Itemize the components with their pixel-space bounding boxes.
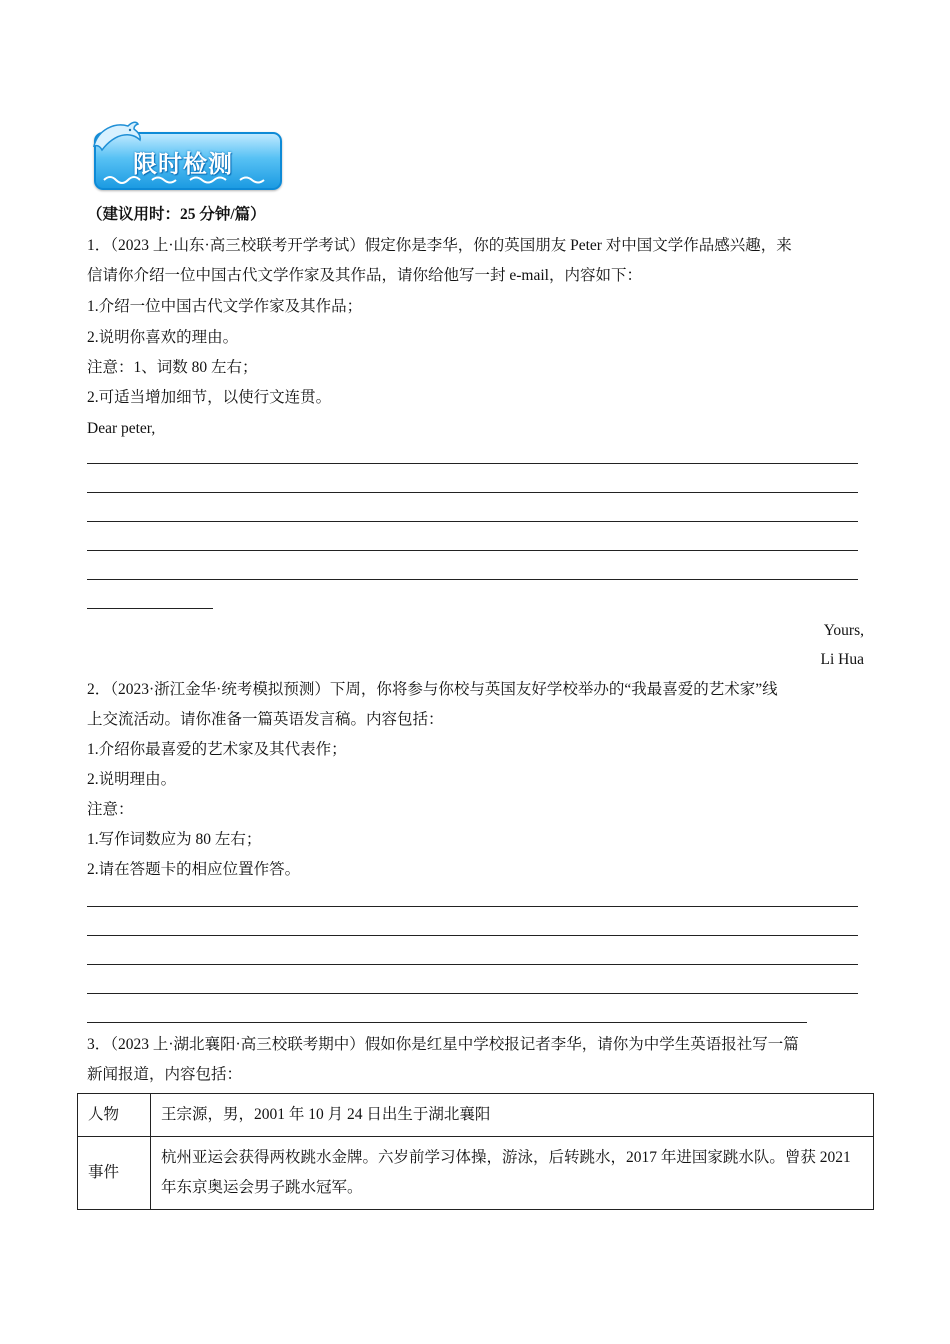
q1-answer-line[interactable]	[87, 608, 213, 609]
table-row	[78, 1137, 874, 1210]
q1-answer-line[interactable]	[87, 463, 858, 464]
q2-answer-line[interactable]	[87, 906, 858, 907]
q2-prompt-line2: 上交流活动。请你准备一篇英语发言稿。内容包括：	[87, 711, 444, 728]
q3-info-table	[77, 1093, 874, 1210]
q1-prompt-line2: 信请你介绍一位中国古代文学作家及其作品，请你给他写一封 e-mail，内容如下：	[87, 267, 642, 284]
waves-decoration	[102, 172, 272, 184]
q2-answer-line[interactable]	[87, 993, 858, 994]
q1-answer-line[interactable]	[87, 550, 858, 551]
q2-note-1: 1.写作词数应为 80 左右；	[87, 831, 262, 848]
q1-signature: Li Hua	[820, 651, 864, 668]
q1-answer-line[interactable]	[87, 492, 858, 493]
q1-prompt-line1: 1．（2023 上·山东·高三校联考开学考试）假定你是李华，你的英国朋友 Peter 对中国文学作品感兴趣，来	[87, 237, 792, 254]
q2-answer-line[interactable]	[87, 1022, 807, 1023]
section-badge	[88, 116, 284, 192]
q1-greeting: Dear peter,	[87, 420, 156, 437]
table-cell-label: 事件	[78, 1137, 151, 1210]
badge-title: 限时检测	[133, 150, 233, 178]
q1-point-2: 2.说明你喜欢的理由。	[87, 329, 239, 346]
q1-answer-line[interactable]	[87, 521, 858, 522]
q2-note-2: 2.请在答题卡的相应位置作答。	[87, 861, 301, 878]
q3-prompt-line2: 新闻报道，内容包括：	[87, 1066, 243, 1083]
q2-point-2: 2.说明理由。	[87, 771, 177, 788]
q1-closing: Yours,	[823, 622, 864, 639]
q1-answer-line[interactable]	[87, 579, 858, 580]
q3-prompt-line1: 3．（2023 上·湖北襄阳·高三校联考期中）假如你是红星中学校报记者李华，请你为中学生英语报社写一篇	[87, 1036, 799, 1053]
q2-answer-line[interactable]	[87, 964, 858, 965]
q1-note-2: 2.可适当增加细节，以使行文连贯。	[87, 389, 332, 406]
q2-prompt-line1: 2．（2023·浙江金华·统考模拟预测）下周，你将参与你校与英国友好学校举办的“我最喜爱的艺术家”线	[87, 681, 778, 698]
q1-point-1: 1.介绍一位中国古代文学作家及其作品；	[87, 298, 363, 315]
table-row	[78, 1094, 874, 1137]
q2-note-label: 注意：	[87, 801, 134, 818]
q2-answer-line[interactable]	[87, 935, 858, 936]
q2-point-1: 1.介绍你最喜爱的艺术家及其代表作；	[87, 741, 347, 758]
table-cell-content: 杭州亚运会获得两枚跳水金牌。六岁前学习体操，游泳，后转跳水，2017 年进国家跳水队。曾获 2021 年东京奥运会男子跳水冠军。	[151, 1137, 874, 1210]
time-note: （建议用时：25 分钟/篇）	[87, 206, 266, 223]
table-cell-label: 人物	[78, 1094, 151, 1137]
q1-note-1: 注意：1、词数 80 左右；	[87, 359, 258, 376]
table-cell-content: 王宗源，男，2001 年 10 月 24 日出生于湖北襄阳	[151, 1094, 874, 1137]
